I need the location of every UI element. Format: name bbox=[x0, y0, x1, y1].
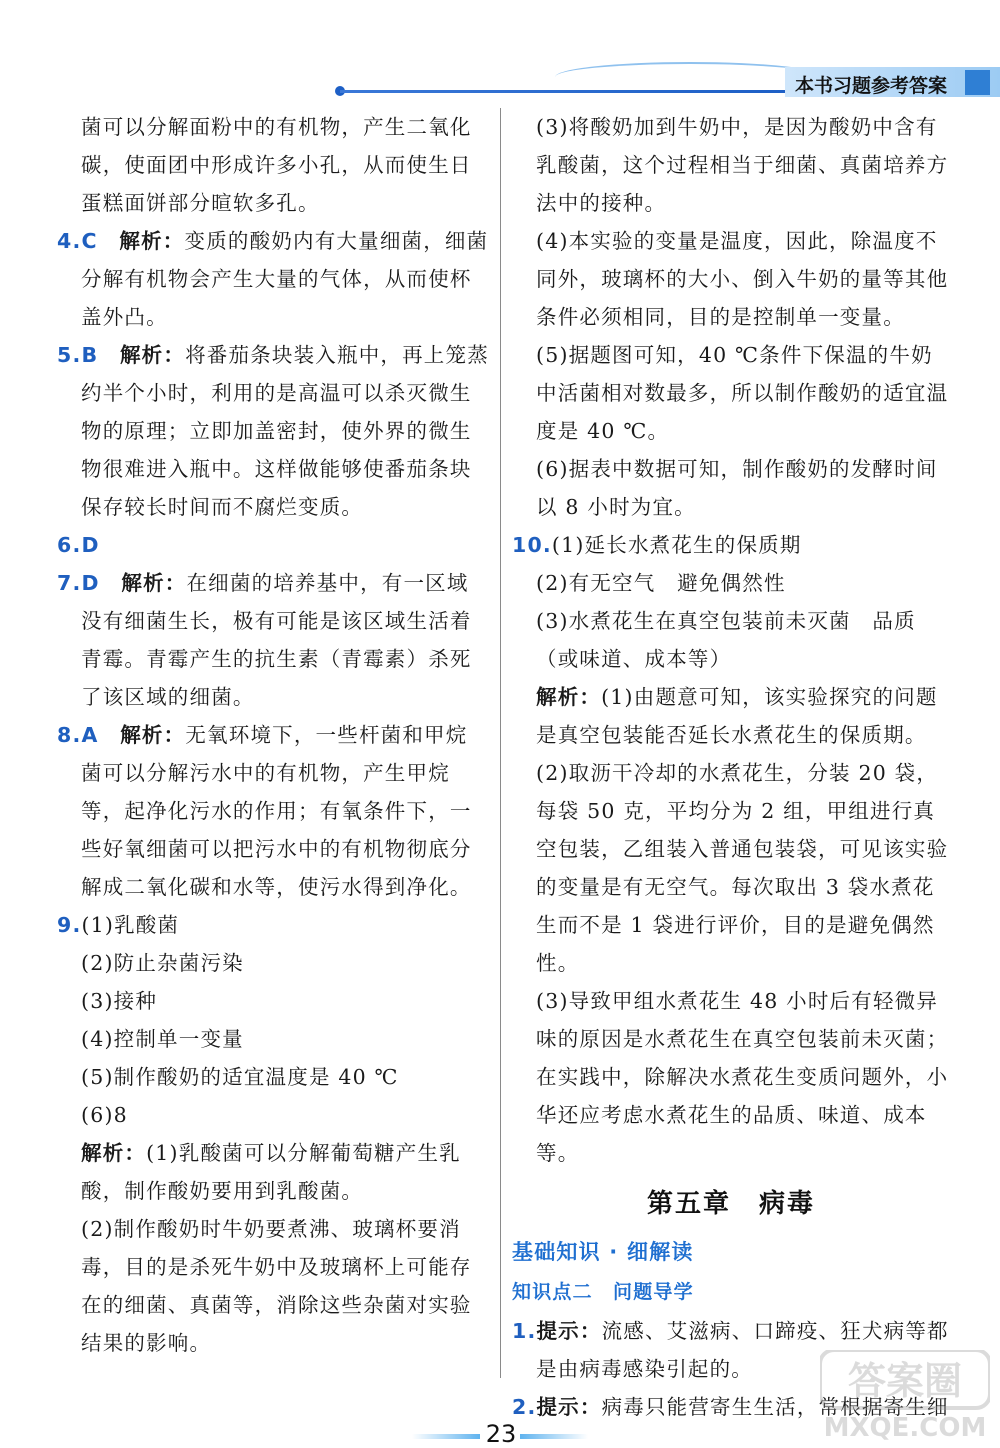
analysis-label: 解析： bbox=[119, 229, 185, 253]
sub-answer: (1)乳酸菌 bbox=[81, 913, 180, 937]
question-number: 8. bbox=[57, 723, 82, 747]
page-number: 23 bbox=[485, 1420, 517, 1448]
analysis-label: 解析： bbox=[119, 343, 186, 367]
answer-choice: B bbox=[81, 343, 99, 367]
hint-label: 提示： bbox=[536, 1319, 602, 1343]
answer-9-part-1 bbox=[57, 906, 489, 944]
analysis-label: 解析： bbox=[121, 571, 187, 595]
analysis-text: 变质的酸奶内有大量细菌，细菌分解有机物会产生大量的气体，从而使杯盖外凸。 bbox=[81, 229, 489, 329]
answer-choice: D bbox=[81, 533, 100, 557]
answer-4 bbox=[57, 222, 489, 336]
answer-10-part-3: (3)水煮花生在真空包装前未灭菌 品质（或味道、成本等） bbox=[536, 609, 916, 671]
analysis-10-2: (2)取沥干冷却的水煮花生，分装 20 袋，每袋 50 克，平均分为 2 组，甲组进行真空包装，乙组装入普通包装袋，可见该实验的变量是有无空气。每次取出 3 袋水煮花生而不是 1 袋进行评价，目的是避免偶然性。 bbox=[536, 761, 949, 975]
question-number: 6. bbox=[57, 533, 82, 557]
analysis-9-5: (5)据题图可知，40 ℃条件下保温的牛奶中活菌相对数最多，所以制作酸奶的适宜温度是 40 ℃。 bbox=[536, 343, 949, 443]
svg-text:答案圈: 答案圈 bbox=[847, 1359, 963, 1403]
header-rule bbox=[340, 90, 785, 93]
answer-8 bbox=[57, 716, 489, 906]
header-decor-square bbox=[965, 70, 990, 95]
answer-choice: D bbox=[81, 571, 100, 595]
analysis-label: 解析： bbox=[120, 723, 186, 747]
analysis-10-1 bbox=[512, 678, 950, 754]
analysis-text: 在细菌的培养基中，有一区域没有细菌生长，极有可能是该区域生活着青霉。青霉产生的抗生素（青霉素）杀死了该区域的细菌。 bbox=[81, 571, 472, 709]
chapter-title: 第五章 病毒 bbox=[646, 1189, 815, 1219]
answer-9-part-2: (2)防止杂菌污染 bbox=[81, 951, 244, 975]
answer-9-part-6: (6)8 bbox=[81, 1103, 128, 1127]
answer-5 bbox=[57, 336, 489, 526]
question-number: 10. bbox=[512, 533, 552, 557]
analysis-9-3: (3)将酸奶加到牛奶中，是因为酸奶中含有乳酸菌，这个过程相当于细菌、真菌培养方法中的接种。 bbox=[536, 115, 949, 215]
answer-10-part-1 bbox=[512, 526, 950, 564]
sub-answer: (1)延长水煮花生的保质期 bbox=[551, 533, 802, 557]
footer-decor-right bbox=[520, 1434, 588, 1439]
continued-text: 菌可以分解面粉中的有机物，产生二氧化碳，使面团中形成许多小孔，从而使生日蛋糕面饼部分暄软多孔。 bbox=[81, 115, 472, 215]
answer-choice: A bbox=[81, 723, 99, 747]
analysis-9-1 bbox=[57, 1134, 489, 1210]
footer-decor-left bbox=[412, 1434, 480, 1439]
question-number: 7. bbox=[57, 571, 82, 595]
analysis-label: 解析： bbox=[81, 1141, 147, 1165]
analysis-text: 无氧环境下，一些杆菌和甲烷菌可以分解污水中的有机物，产生甲烷等，起净化污水的作用；有氧条件下，一些好氧细菌可以把污水中的有机物彻底分解成二氧化碳和水等，使污水得到净化。 bbox=[81, 723, 472, 899]
analysis-text: (1)乳酸菌可以分解葡萄糖产生乳酸，制作酸奶要用到乳酸菌。 bbox=[81, 1141, 461, 1203]
answer-10-part-2: (2)有无空气 避免偶然性 bbox=[536, 571, 786, 595]
header-title: 本书习题参考答案 bbox=[795, 75, 948, 97]
left-column bbox=[57, 108, 489, 1362]
question-number: 4. bbox=[57, 229, 82, 253]
analysis-text: (1)由题意可知，该实验探究的问题是真空包装能否延长水煮花生的保质期。 bbox=[536, 685, 938, 747]
analysis-9-4: (4)本实验的变量是温度，因此，除温度不同外，玻璃杯的大小、倒入牛奶的量等其他条件必须相同，目的是控制单一变量。 bbox=[536, 229, 949, 329]
question-number: 2. bbox=[512, 1395, 537, 1419]
question-number: 5. bbox=[57, 343, 82, 367]
analysis-9-2: (2)制作酸奶时牛奶要煮沸、玻璃杯要消毒，目的是杀死牛奶中及玻璃杯上可能存在的细菌、真菌等，消除这些杂菌对实验结果的影响。 bbox=[81, 1217, 472, 1355]
subsection-title: 知识点二 问题导学 bbox=[512, 1281, 694, 1303]
svg-text:MXQE.COM: MXQE.COM bbox=[823, 1413, 987, 1443]
question-number: 1. bbox=[512, 1319, 537, 1343]
watermark-logo bbox=[820, 1350, 990, 1445]
analysis-9-6: (6)据表中数据可知，制作酸奶的发酵时间以 8 小时为宜。 bbox=[536, 457, 938, 519]
answer-7 bbox=[57, 564, 489, 716]
analysis-label: 解析： bbox=[536, 685, 602, 709]
answer-choice: C bbox=[81, 229, 98, 253]
section-title: 基础知识 · 细解读 bbox=[512, 1240, 694, 1264]
analysis-10-3: (3)导致甲组水煮花生 48 小时后有轻微异味的原因是水煮花生在真空包装前未灭菌；在实践中，除解决水煮花生变质问题外，小华还应考虑水煮花生的品质、味道、成本等。 bbox=[536, 989, 949, 1165]
question-number: 9. bbox=[57, 913, 82, 937]
answer-9-part-5: (5)制作酸奶的适宜温度是 40 ℃ bbox=[81, 1065, 399, 1089]
hint-text: 病毒只能营寄生生活，常根据寄生细 bbox=[601, 1395, 949, 1419]
right-column bbox=[512, 108, 950, 1426]
answer-9-part-3: (3)接种 bbox=[81, 989, 158, 1013]
answer-9-part-4: (4)控制单一变量 bbox=[81, 1027, 244, 1051]
hint-text: 流感、艾滋病、口蹄疫、狂犬病等都是由病毒感染引起的。 bbox=[536, 1319, 949, 1381]
analysis-text: 将番茄条块装入瓶中，再上笼蒸约半个小时，利用的是高温可以杀灭微生物的原理；立即加盖密封，使外界的微生物很难进入瓶中。这样做能够使番茄条块保存较长时间而不腐烂变质。 bbox=[81, 343, 489, 519]
answer-6 bbox=[57, 526, 489, 564]
column-divider bbox=[500, 108, 501, 1378]
hint-label: 提示： bbox=[536, 1395, 602, 1419]
